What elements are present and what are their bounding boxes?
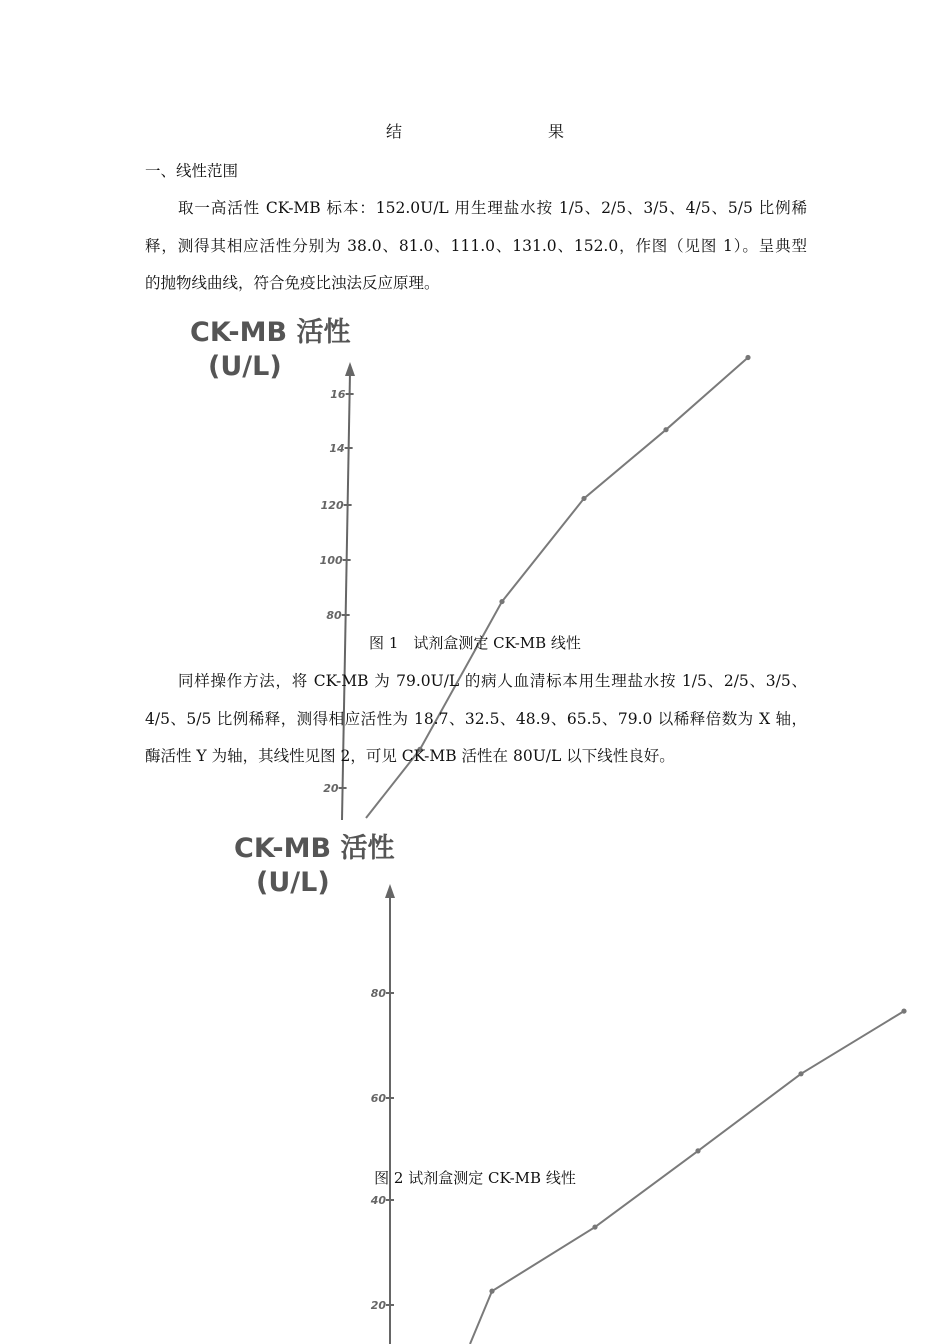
fig1-data-point-5: [745, 355, 750, 360]
fig2-tick-label: 40: [370, 1194, 386, 1207]
fig1-tick-label: 80: [326, 609, 342, 622]
fig1-ylabel-line1: CK-MB 活性: [190, 317, 351, 348]
page-title: 结 果: [385, 122, 602, 141]
fig1-y-axis-arrow: [345, 362, 355, 376]
paragraph-2-line-3: 酶活性 Y 为轴，其线性见图 2，可见 CK-MB 活性在 80U/L 以下线性良好。: [145, 747, 675, 765]
fig1-tick-label: 16: [330, 388, 346, 401]
fig2-data-point-4: [798, 1071, 803, 1076]
fig2-tick-label: 20: [370, 1299, 386, 1312]
fig1-ylabel-line2: (U/L): [208, 350, 282, 382]
fig2-caption: 图 2 试剂盒测定 CK-MB 线性: [374, 1169, 576, 1187]
paragraph-1-line-2: 释，测得其相应活性分别为 38.0、81.0、111.0、131.0、152.0，作图（见图 1）。呈典型: [145, 237, 807, 255]
paragraph-2-line-1: 同样操作方法，将 CK-MB 为 79.0U/L 的病人血清标本用生理盐水按 1/5、2/5、3/5、: [178, 672, 807, 690]
fig2-ylabel-line1: CK-MB 活性: [234, 833, 395, 864]
fig1-tick-label: 20: [323, 782, 339, 795]
fig2-chart: [370, 884, 907, 1344]
fig1-tick-label: 14: [329, 442, 345, 455]
fig1-tick-label: 100: [319, 554, 343, 567]
fig2-tick-label: 60: [370, 1092, 386, 1105]
paragraph-1-line-3: 的抛物线曲线，符合免疫比浊法反应原理。: [145, 274, 440, 292]
section-heading: 一、线性范围: [145, 162, 239, 180]
fig2-data-point-1: [489, 1289, 494, 1294]
paragraph-2-line-2: 4/5、5/5 比例稀释，测得相应活性为 18.7、32.5、48.9、65.5、79.0 以稀释倍数为 X 轴，: [145, 710, 807, 728]
fig2-data-point-2: [592, 1224, 597, 1229]
fig2-y-axis-arrow: [385, 884, 395, 898]
fig1-tick-label: 120: [320, 499, 344, 512]
fig2-tick-label: 80: [370, 987, 386, 1000]
fig1-caption: 图 1 试剂盒测定 CK-MB 线性: [369, 634, 581, 652]
paragraph-1-line-1: 取一高活性 CK-MB 标本：152.0U/L 用生理盐水按 1/5、2/5、3/5、4/5、5/5 比例稀: [178, 199, 807, 217]
fig1-data-point-3: [581, 496, 586, 501]
fig1-data-point-2: [499, 599, 504, 604]
fig2-data-point-3: [695, 1148, 700, 1153]
fig2-data-point-5: [901, 1008, 906, 1013]
fig2-ylabel-line2: (U/L): [256, 866, 330, 898]
fig1-data-point-4: [663, 427, 668, 432]
